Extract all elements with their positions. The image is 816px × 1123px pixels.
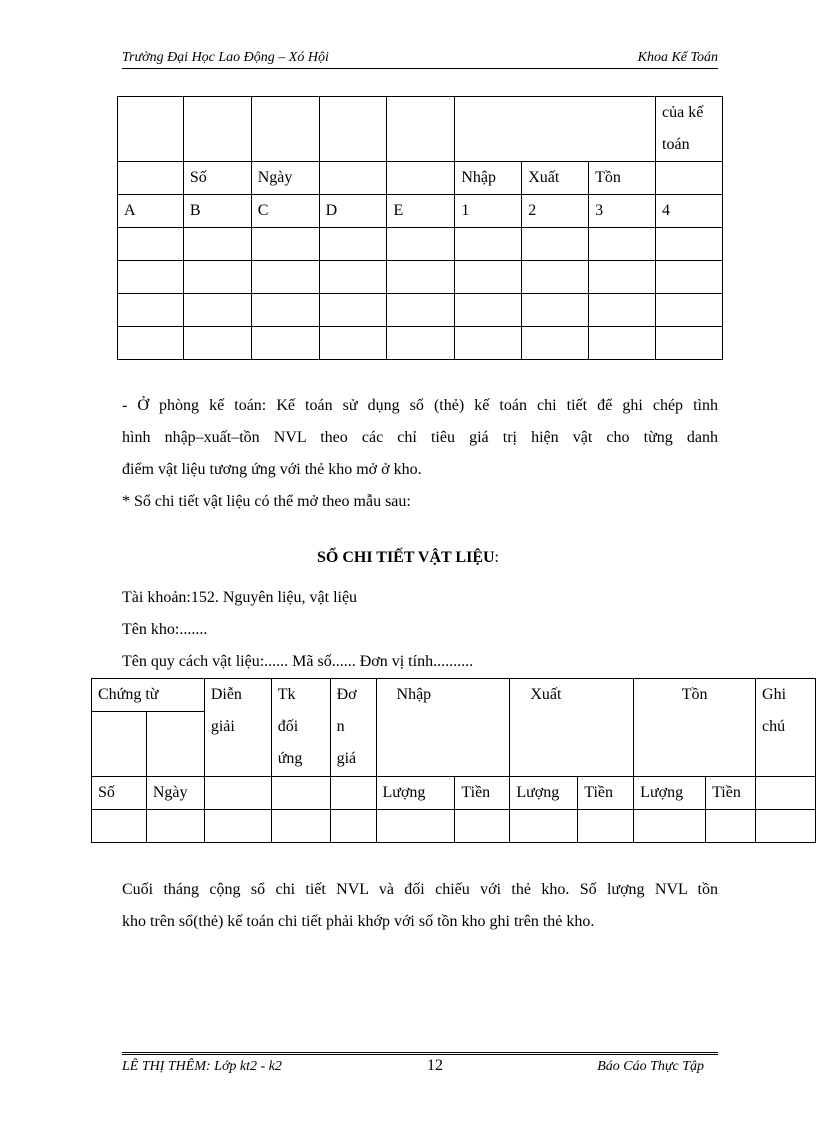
table-cell: C (251, 195, 319, 228)
text-line: kho trên sổ(thẻ) kế toán chi tiết phải khớp với số tồn kho ghi trên thẻ kho. (122, 913, 595, 930)
table-cell: Tiền (578, 777, 634, 810)
table-cell (387, 162, 455, 195)
header-faculty: Khoa Kế Toán (637, 50, 718, 65)
table-cell (183, 97, 251, 162)
table-cell (455, 97, 656, 162)
ledger-title: SỔ CHI TIẾT VẬT LIỆU: (316, 549, 499, 566)
table-cell: Số (92, 777, 147, 810)
table-row (118, 261, 723, 294)
table-cell: Lượng (510, 777, 578, 810)
header-description: Diễn giải (204, 679, 271, 777)
table-cell (204, 777, 271, 810)
header-voucher: Chứng từ (92, 679, 205, 712)
table-cell (146, 712, 204, 777)
table-cell (387, 97, 455, 162)
spec-line: Tên quy cách vật liệu:...... Mã số...... Đơn vị tính.......... (122, 653, 474, 670)
table-cell: E (387, 195, 455, 228)
header-note: Ghi chú (756, 679, 816, 777)
table-cell: 4 (656, 195, 723, 228)
text-line: - Ở phòng kế toán: Kế toán sử dụng sổ (thẻ) kế toán chi tiết để ghi chép tình (122, 397, 718, 414)
header-school: Trường Đại Học Lao Động – Xó Hội (122, 50, 329, 65)
table-cell: 2 (522, 195, 589, 228)
table-row (92, 810, 816, 843)
cell-text: của kế (662, 104, 704, 121)
material-ledger-table (91, 678, 816, 843)
page-header (122, 50, 718, 69)
page-number: 12 (427, 1057, 443, 1074)
table-cell (251, 97, 319, 162)
header-counter-account: Tk đối ứng (271, 679, 330, 777)
table-row (118, 228, 723, 261)
paragraph-month-end (122, 874, 718, 938)
table-cell (330, 777, 376, 810)
header-stock: Tồn (634, 679, 756, 777)
table-row (118, 162, 723, 195)
table-cell (118, 162, 184, 195)
table-cell: Ngày (251, 162, 319, 195)
paragraph-accounting-office (122, 390, 718, 518)
header-import: Nhập (376, 679, 510, 777)
table-cell: Xuất (522, 162, 589, 195)
table-cell: A (118, 195, 184, 228)
table-cell: 1 (455, 195, 522, 228)
table-cell: Tiền (455, 777, 510, 810)
table-cell (319, 162, 387, 195)
footer-report: Báo Cáo Thực Tập (597, 1059, 704, 1074)
table-row (92, 777, 816, 810)
text-line: hình nhập–xuất–tồn NVL theo các chỉ tiêu giá trị hiện vật cho từng danh (122, 429, 718, 446)
table-cell (271, 777, 330, 810)
warehouse-line: Tên kho:....... (122, 621, 208, 638)
table-cell: Tiền (706, 777, 756, 810)
table-cell: Ngày (146, 777, 204, 810)
header-export: Xuất (510, 679, 634, 777)
text-line: điểm vật liệu tương ứng với thẻ kho mở ở kho. (122, 461, 422, 478)
table-cell: Tồn (589, 162, 656, 195)
table-cell (118, 97, 184, 162)
table-cell (656, 162, 723, 195)
table-cell: Số (183, 162, 251, 195)
text-line: Cuối tháng cộng sổ chi tiết NVL và đối chiếu với thẻ kho. Số lượng NVL tồn (122, 881, 718, 898)
table-cell: Lượng (376, 777, 455, 810)
footer-author: LÊ THỊ THÊM: Lớp kt2 - k2 (122, 1059, 282, 1074)
warehouse-card-table (117, 96, 723, 360)
table-row (118, 195, 723, 228)
header-unit-price: Đơ n giá (330, 679, 376, 777)
ledger-info (122, 582, 718, 678)
cell-text: toán (662, 136, 690, 153)
text-line: * Sổ chi tiết vật liệu có thể mở theo mẫu sau: (122, 493, 411, 510)
table-row (118, 294, 723, 327)
accountant-header-cell (656, 97, 723, 162)
table-cell: 3 (589, 195, 656, 228)
page-footer (122, 1052, 718, 1085)
table-cell (92, 712, 147, 777)
table-cell: D (319, 195, 387, 228)
table-cell (319, 97, 387, 162)
table-row (118, 327, 723, 360)
table-cell: Nhập (455, 162, 522, 195)
account-line: Tài khoản:152. Nguyên liệu, vật liệu (122, 589, 358, 606)
table-cell: Lượng (634, 777, 706, 810)
table-cell: B (183, 195, 251, 228)
table-cell (756, 777, 816, 810)
